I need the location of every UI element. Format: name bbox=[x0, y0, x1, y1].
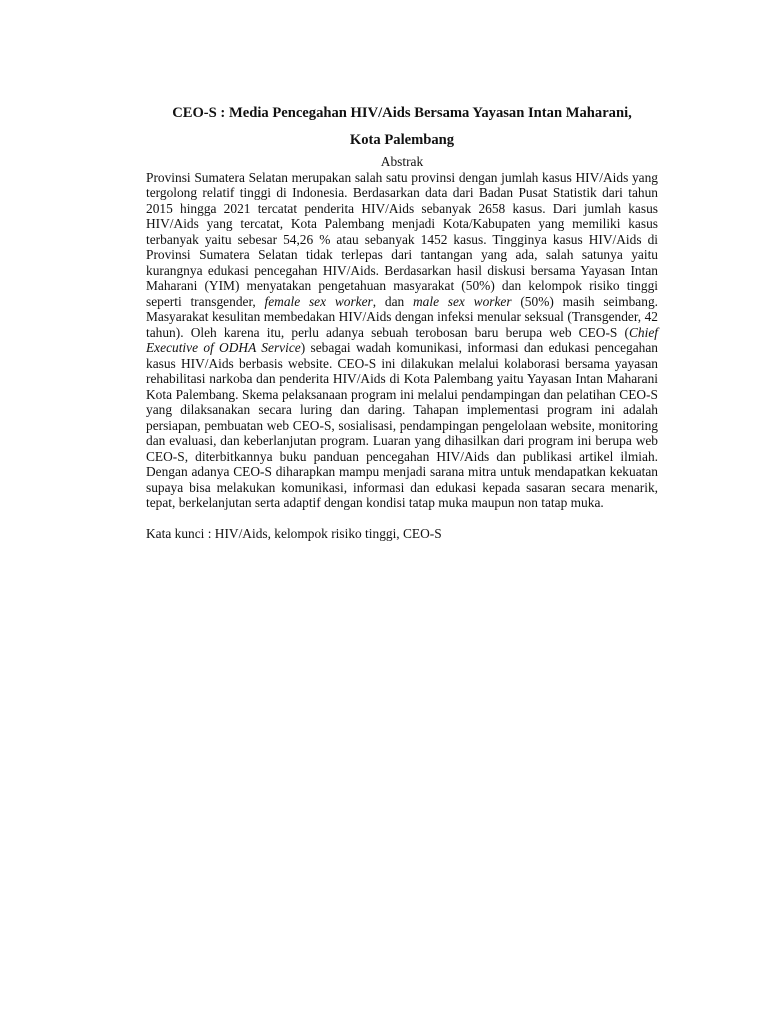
abstract-heading: Abstrak bbox=[380, 154, 424, 169]
abstract-italic-term: female sex worker bbox=[264, 293, 373, 309]
abstract-italic-term: male sex worker bbox=[412, 293, 512, 309]
keywords: Kata kunci : HIV/Aids, kelompok risiko tinggi, CEO-S bbox=[146, 526, 442, 541]
abstract-text: ) sebagai wadah komunikasi, informasi dan edukasi pencegahan kasus HIV/Aids berbasis website. CEO-S ini dilakukan melalui kolaborasi bersama yayasan rehabilitasi narkoba dan penderita HIV/Aids di Kota Palembang yaitu Yayasan Intan Maharani Kota Palembang. Skema pelaksanaan program ini melalui pendampingan dan pelatihan CEO-S yang dilaksanakan secara luring dan daring. Tahapan implementasi program ini adalah persiapan, pembuatan web CEO-S, sosialisasi, pendampingan pengelolaan website, monitoring dan evaluasi, dan keberlanjutan program. Luaran yang dihasilkan dari program ini berupa web CEO-S, diterbitkannya buku panduan pencegahan HIV/Aids dan publikasi artikel ilmiah. Dengan adanya CEO-S diharapkan mampu menjadi sarana mitra untuk mendapatkan kekuatan supaya bisa melakukan komunikasi, informasi dan edukasi kepada sasaran secara menarik, tepat, berkelanjutan serta adaptif dengan kondisi tatap muka maupun non tatap muka. bbox=[146, 340, 658, 510]
paper-title-line-2: Kota Palembang bbox=[349, 132, 455, 148]
document-page bbox=[146, 100, 658, 542]
paper-title bbox=[146, 100, 658, 154]
abstract-text: Provinsi Sumatera Selatan merupakan salah satu provinsi dengan jumlah kasus HIV/Aids yang tergolong relatif tinggi di Indonesia. Berdasarkan data dari Badan Pusat Statistik dari tahun 2015 hingga 2021 tercatat penderita HIV/Aids sebanyak 2658 kasus. Dari jumlah kasus HIV/Aids yang tercatat, Kota Palembang menjadi Kota/Kabupaten yang memiliki kasus terbanyak yaitu sebesar 54,26 % atau sebanyak 1452 kasus. Tingginya kasus HIV/Aids di Provinsi Sumatera Selatan tidak terlepas dari tantangan yang ada, salah satunya yaitu kurangnya edukasi pencegahan HIV/Aids. Berdasarkan hasil diskusi bersama Yayasan Intan Maharani (YIM) menyatakan pengetahuan masyarakat (50%) dan kelompok risiko tinggi seperti transgender, bbox=[146, 169, 658, 309]
paper-title-line-1: CEO-S : Media Pencegahan HIV/Aids Bersama Yayasan Intan Maharani, bbox=[172, 105, 632, 121]
abstract-italic-term: Chief Executive of ODHA Service bbox=[146, 324, 658, 355]
abstract-text: , dan bbox=[372, 293, 413, 309]
abstract-text: (50%) masih seimbang. Masyarakat kesulitan membedakan HIV/Aids dengan infeksi menular seksual (Transgender, 42 tahun). Oleh karena itu, perlu adanya sebuah terobosan baru berupa web CEO-S ( bbox=[146, 293, 658, 340]
abstract-body bbox=[146, 170, 658, 511]
